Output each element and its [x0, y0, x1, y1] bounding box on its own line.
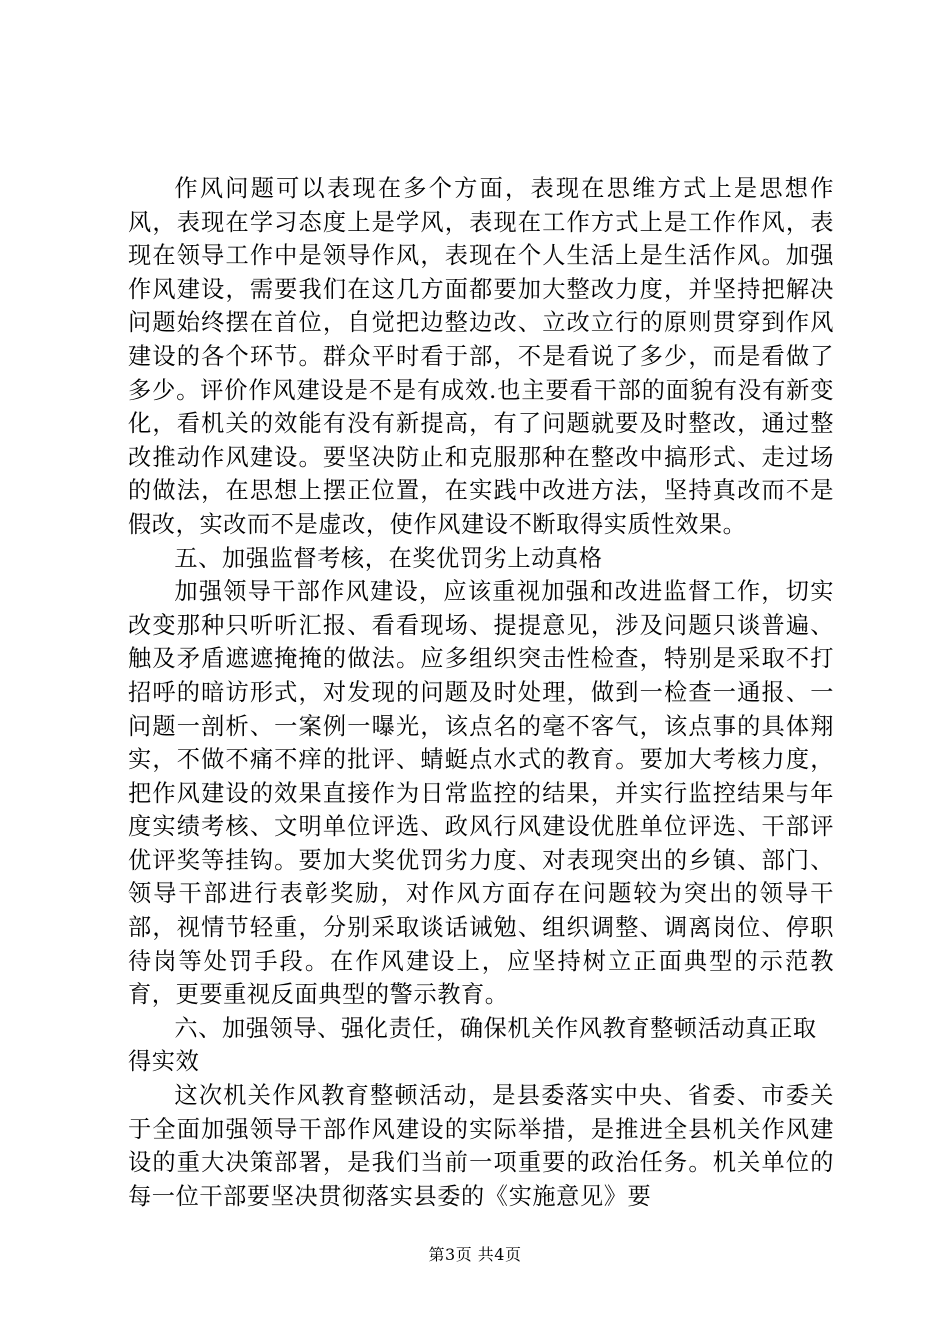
section-heading-five: 五、加强监督考核，在奖优罚劣上动真格: [174, 544, 603, 572]
section-heading-six: 六、加强领导、强化责任，确保机关作风教育整顿活动真正取得实效: [128, 1014, 817, 1076]
page-number-footer: 第3页 共4页: [428, 1245, 522, 1264]
paragraph-work-style-issues: 作风问题可以表现在多个方面，表现在思维方式上是思想作风，表现在学习态度上是学风，表现在工作方式上是工作作风，表现在领导工作中是领导作风，表现在个人生活上是生活作风。加强作风建设，需要我们在这几方面都要加大整改力度，并坚持把解决问题始终摆在首位，自觉把边整边改、立改立行的原则贯穿到作风建设的各个环节。群众平时看于部，不是看说了多少，而是看做了多少。评价作风建设是不是有成效.也主要看干部的面貌有没有新变化，看机关的效能有没有新提高，有了问题就要及时整改，通过整改推动作风建设。要坚决防止和克服那种在整改中搞形式、走过场的做法，在思想上摆正位置，在实践中改进方法，坚持真改而不是假改，实改而不是虚改，使作风建设不断取得实质性效果。: [128, 175, 834, 538]
document-body: [128, 172, 834, 1213]
paragraph-supervision: 加强领导干部作风建设，应该重视加强和改进监督工作，切实改变那种只听听汇报、看看现场、提提意见，涉及问题只谈普遍、触及矛盾遮遮掩掩的做法。应多组织突击性检查，特别是采取不打招呼的暗访形式，对发现的问题及时处理，做到一检查一通报、一问题一剖析、一案例一曝光，该点名的毫不客气，该点事的具体翔实，不做不痛不痒的批评、蜻蜓点水式的教育。要加大考核力度，把作风建设的效果直接作为日常监控的结果，并实行监控结果与年度实绩考核、文明单位评选、政风行风建设优胜单位评选、干部评优评奖等挂钩。要加大奖优罚劣力度、对表现突出的乡镇、部门、领导干部进行表彰奖励，对作风方面存在问题较为突出的领导干部，视情节轻重，分别采取谈话诫勉、组织调整、调离岗位、停职待岗等处罚手段。在作风建设上，应坚持树立正面典型的示范教育，更要重视反面典型的警示教育。: [128, 578, 834, 1009]
paragraph-leadership: 这次机关作风教育整顿活动，是县委落实中央、省委、市委关于全面加强领导干部作风建设的实际举措，是推进全县机关作风建设的重大决策部署，是我们当前一项重要的政治任务。机关单位的每一位干部要坚决贯彻落实县委的《实施意见》要: [128, 1082, 834, 1210]
